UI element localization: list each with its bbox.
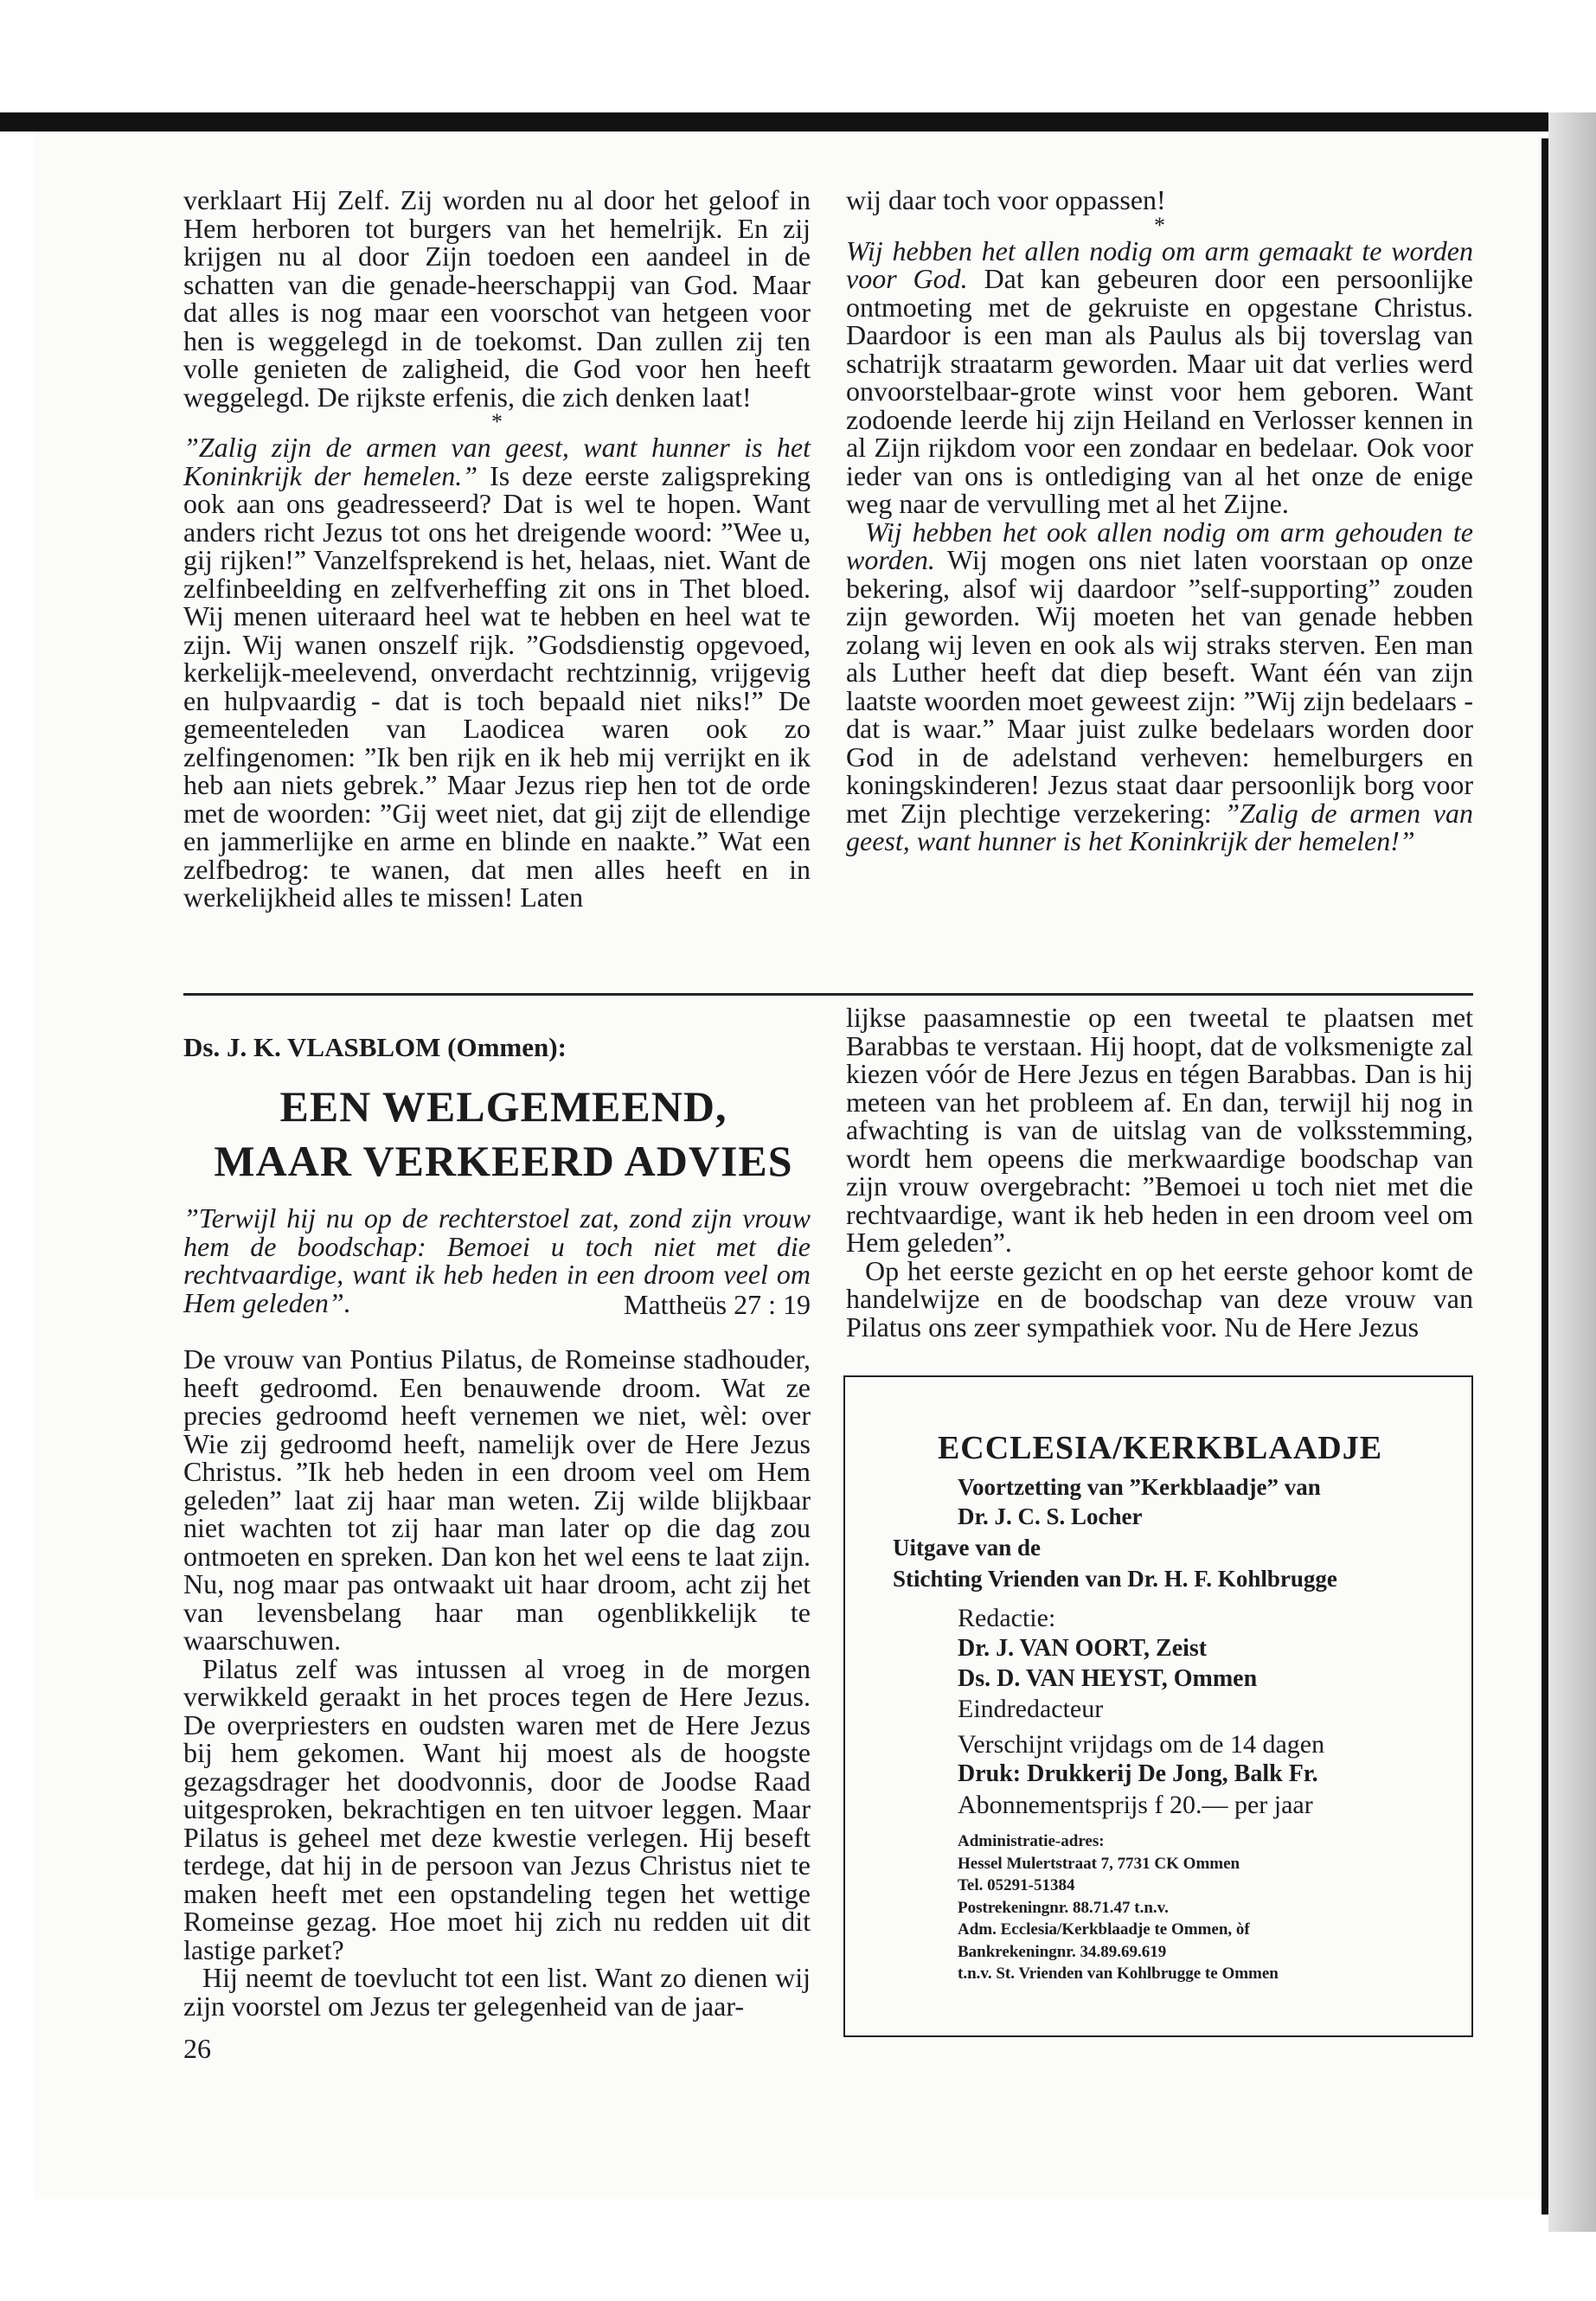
paragraph: verklaart Hij Zelf. Zij worden nu al door het geloof in Hem herboren tot burgers van het hemelrijk. En zij krijgen nu al door Zijn toedoen een aandeel in de schatten van die genade-heerschappij van God. Maar dat alles is nog maar een voorschot van hetgeen voor hen is weggelegd in de toekomst. Dan zullen zij ten volle genieten de zaligheid, die God voor hen heeft weggelegd. De rijkste erfenis, die zich denken laat! — [183, 184, 811, 413]
separator-star: * — [1154, 212, 1165, 238]
paragraph: De vrouw van Pontius Pilatus, de Romeinse stadhouder, heeft gedroomd. Een benauwende droom. Wat ze precies gedroomd heeft vernemen we niet, wèl: over Wie zij gedroomd heeft, namelijk over de Here Jezus Christus. ”Ik heb heden in een droom veel om Hem geleden” laat zij haar man weten. Zij wilde blijkbaar niet wachten tot zij haar man later op die dag zou ontmoeten en spreken. Dan kon het wel eens te laat zijn. Nu, nog maar pas ontwaakt uit haar droom, acht zij het van levensbelang haar man ogenblikkelijk te waarschuwen. — [183, 1343, 811, 1656]
headline-line-1: EEN WELGEMEEND, — [279, 1082, 727, 1131]
italic-lead: Wij hebben het allen nodig om arm gemaakt te worden voor God. — [846, 234, 1473, 294]
article-left-column — [183, 1345, 811, 2020]
colophon-box — [843, 1375, 1473, 2037]
scan-border-right — [1542, 138, 1548, 2214]
editor: Ds. D. VAN HEYST, Ommen — [958, 1665, 1258, 1692]
frequency: Verschijnt vrijdags om de 14 dagen — [958, 1730, 1325, 1759]
bank-account-name: t.n.v. St. Vrienden van Kohlbrugge te Ommen — [958, 1965, 1279, 1983]
scan-book-edge — [1548, 112, 1596, 2232]
paragraph-text: Is deze eerste zaligspreking ook aan ons geadresseerd? Dat is wel te hopen. Want anders richt Jezus tot ons het dreigende woord: ”Wee u, gij rijken!” Vanzelfsprekend is het, helaas, niet. Want de zelfinbeelding en zelfverheffing zit ons in Thet bloed. Wij menen uiteraard heel wat te hebben en heel wat te zijn. Wij wanen onszelf rijk. ”Godsdienstig opgevoed, kerkelijk-meelevend, onverdacht rechtzinnig, vrijgevig en hulpvaardig - dat is toch bepaald niet niks!” De gemeenteleden van Laodicea waren ook zo zelfingenomen: ”Ik ben rijk en ik heb mij verrijkt en ik heb aan niets gebrek.” Maar Jezus riep hen tot de orde met de woorden: ”Gij weet niet, dat gij zijt de ellendige en jammerlijke en arme en blinde en naakte.” Wat een zelfbedrog: te wanen, dat men alles heeft en in werkelijkheid alles te missen! Laten — [183, 459, 811, 913]
article-byline: Ds. J. K. VLASBLOM (Ommen): — [183, 1032, 567, 1062]
colophon-title: ECCLESIA/KERKBLAADJE — [937, 1430, 1383, 1466]
top-left-column — [183, 186, 811, 912]
paragraph: Pilatus zelf was intussen al vroeg in de morgen verwikkeld geraakt in het proces tegen de Here Jezus. De overpriesters en oudsten waren met de Here Jezus bij hem gekomen. Want hij moest als de hoogste gezagsdrager het doodvonnis, door de Joodse Raad uitgesproken, bekrachtigen en ten uitvoer leggen. Maar Pilatus is geheel met deze kwestie verlegen. Hij beseft terdege, dat hij in de persoon van Jezus Christus niet te maken heeft met een opstandeling tegen het wettige Romeinse gezag. Hoe moet hij zich nu redden uit dit lastige parket? — [183, 1652, 811, 1965]
scan-border-top — [0, 112, 1596, 131]
paragraph-text: Wij mogen ons niet laten voorstaan op onze bekering, alsof wij daardoor ”self-supporting” zouden zijn geworden. Wij moeten het van genade hebben zolang wij leven en ook als wij straks sterven. Een man als Luther heeft dat diep beseft. Want één van zijn laatste woorden moet geweest zijn: ”Wij zijn bedelaars - dat is waar.” Maar juist zulke bedelaars worden door God in de adelstand verheven: hemelburgers en koningskinderen! Jezus staat daar persoonlijk borg voor met Zijn plechtige verzekering: — [846, 544, 1473, 829]
top-right-column — [846, 186, 1473, 856]
admin-address: Hessel Mulertstraat 7, 7731 CK Ommen — [958, 1855, 1240, 1873]
admin-phone: Tel. 05291-51384 — [958, 1876, 1075, 1894]
colophon-line: Voortzetting van ”Kerkblaadje” van — [958, 1474, 1321, 1500]
postbank-account: Postrekeningnr. 88.71.47 t.n.v. — [958, 1899, 1169, 1917]
beatitude-quote: ”Zalig de armen van geest, want hunner is het Koninkrijk der hemelen!” — [846, 797, 1474, 856]
colophon-line: Uitgave van de — [893, 1535, 1041, 1561]
colophon-line: Dr. J. C. S. Locher — [958, 1503, 1143, 1529]
redactie-label: Redactie: — [958, 1604, 1056, 1632]
separator-star: * — [491, 409, 503, 434]
italic-lead: Wij hebben het ook allen nodig om arm gehouden te worden. — [846, 516, 1473, 575]
verse-reference: Mattheüs 27 : 19 — [624, 1289, 811, 1320]
paragraph-text: Dat kan gebeuren door een persoonlijke ontmoeting met de gekruiste en opgestane Christus. Daardoor is een man als Paulus als bij toverslag van schatrijk straatarm geworden. Maar uit dat verlies werd onvoorstelbaar-grote winst voor hem geboren. Want zodoende leerde hij zijn Heiland en Verlosser kennen in al Zijn rijkdom voor een zondaar en bedelaar. Ook voor ieder van ons is ontlediging van al het onze de enige weg naar de vervulling met al het Zijne. — [846, 263, 1474, 519]
paragraph — [846, 518, 1473, 856]
printer: Druk: Drukkerij De Jong, Balk Fr. — [958, 1760, 1318, 1787]
page-number: 26 — [183, 2033, 211, 2064]
epigraph-verse: ”Terwijl hij nu op de rechterstoel zat, zond zijn vrouw hem de boodschap: Bemoei u toch niet met die rechtvaardige, want ik heb heden in een droom veel om Hem geleden”. — [183, 1202, 811, 1318]
section-divider — [183, 993, 1473, 996]
subscription: Abonnementsprijs f 20.— per jaar — [958, 1791, 1313, 1819]
colophon-line: Stichting Vrienden van Dr. H. F. Kohlbrugge — [893, 1566, 1337, 1592]
paragraph: lijkse paasamnestie op een tweetal te plaatsen met Barabbas te verstaan. Hij hoopt, dat de volksmenigte zal kiezen vóór de Here Jezus en tégen Barabbas. Dan is hij meteen van het probleem af. En dan, terwijl hij nog in afwachting is van de uitslag van de volksstemming, wordt hem opeens die merkwaardige boodschap van zijn vrouw overgebracht: ”Bemoei u toch niet met die rechtvaardige, want ik heb heden in een droom veel om Hem geleden”. — [846, 1002, 1473, 1258]
paragraph: wij daar toch voor oppassen! — [846, 184, 1166, 215]
article-right-column — [846, 1003, 1473, 1341]
editor: Dr. J. VAN OORT, Zeist — [958, 1635, 1208, 1662]
headline-line-2: MAAR VERKEERD ADVIES — [214, 1137, 793, 1185]
paragraph — [183, 433, 811, 912]
admin-name: Adm. Ecclesia/Kerkblaadje te Ommen, òf — [958, 1920, 1250, 1939]
paragraph: Hij neemt de toevlucht tot een list. Want zo dienen wij zijn voorstel om Jezus ter gelegenheid van de jaar- — [183, 1962, 811, 2022]
admin-label: Administratie-adres: — [958, 1832, 1105, 1850]
paragraph: Op het eerste gezicht en op het eerste gehoor komt de handelwijze en de boodschap van deze vrouw van Pilatus ons zeer sympathiek voor. Nu de Here Jezus — [846, 1254, 1473, 1343]
beatitude-quote: ”Zalig zijn de armen van geest, want hunner is het Koninkrijk der hemelen.” — [183, 432, 811, 491]
eindredacteur-label: Eindredacteur — [958, 1695, 1104, 1723]
paragraph — [846, 234, 1474, 519]
bank-account: Bankrekeningnr. 34.89.69.619 — [958, 1943, 1167, 1961]
